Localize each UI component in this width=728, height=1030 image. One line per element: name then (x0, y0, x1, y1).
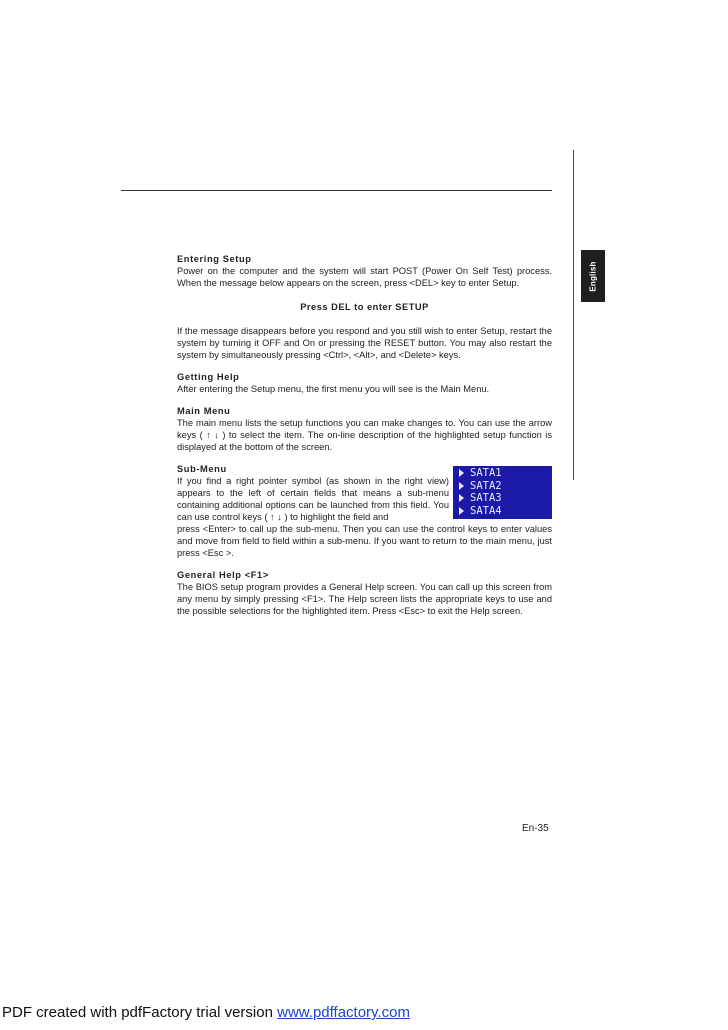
sub-menu-heading: Sub-Menu (177, 464, 227, 474)
sub-menu-text-1: If you find a right pointer symbol (as shown in the right view) appears to the left of certain fields that means a sub-menu containing additional options can be launched from this field. You can use control keys ( ↑ ↓ ) to highlight the field and (177, 476, 449, 522)
getting-help-text: After entering the Setup menu, the first menu you will see is the Main Menu. (177, 384, 490, 394)
getting-help-heading: Getting Help (177, 372, 240, 382)
right-pointer-icon (459, 469, 464, 477)
sata-item (453, 480, 552, 492)
section-general-help (177, 569, 552, 617)
main-menu-text: The main menu lists the setup functions you can make changes to. You can use the arrow keys ( ↑ ↓ ) to select the item. The on-line description of the highlighted setup function is displayed at the bottom of the screen. (177, 418, 552, 452)
general-help-heading: General Help <F1> (177, 570, 269, 580)
entering-setup-paragraph-2: If the message disappears before you respond and you still wish to enter Setup, restart the system by turning it OFF and On or pressing the RESET button. You may also restart the system by simultaneously pressing <Ctrl>, <Alt>, and <Delete> keys. (177, 326, 552, 360)
main-menu-heading: Main Menu (177, 406, 231, 416)
language-tab-label: English (588, 260, 598, 292)
section-getting-help (177, 371, 552, 395)
sata-submenu-example (453, 466, 552, 519)
sata-item (453, 492, 552, 504)
page-content (177, 253, 552, 627)
sub-menu-text-2: press <Enter> to call up the sub-menu. Then you can use the control keys to enter values and move from field to field within a sub-menu. If you want to return to the main menu, just press <Esc >. (177, 524, 552, 558)
language-tab (581, 250, 605, 302)
sata-item-label: SATA4 (470, 505, 502, 518)
footer-link[interactable]: www.pdffactory.com (277, 1004, 410, 1021)
sata-item-label: SATA2 (470, 479, 502, 492)
section-main-menu (177, 405, 552, 453)
post-message: Press DEL to enter SETUP (300, 302, 429, 312)
right-pointer-icon (459, 482, 464, 490)
sata-item (453, 467, 552, 479)
right-pointer-icon (459, 494, 464, 502)
section-entering-setup (177, 253, 552, 361)
right-pointer-icon (459, 507, 464, 515)
entering-setup-heading: Entering Setup (177, 254, 252, 264)
entering-setup-paragraph-1: Power on the computer and the system will start POST (Power On Self Test) process. When the message below appears on the screen, press <DEL> key to enter Setup. (177, 266, 552, 288)
side-rule (573, 150, 574, 480)
sata-item (453, 505, 552, 517)
sata-item-label: SATA3 (470, 492, 502, 505)
pdf-footer (2, 1004, 410, 1021)
page-number: En-35 (522, 823, 549, 834)
sata-item-label: SATA1 (470, 466, 502, 479)
footer-text: PDF created with pdfFactory trial version (2, 1004, 278, 1021)
header-rule (121, 190, 552, 191)
general-help-text: The BIOS setup program provides a General Help screen. You can call up this screen from any menu by simply pressing <F1>. The Help screen lists the appropriate keys to use and the possible selections for the highlighted item. Press <Esc> to exit the Help screen. (177, 582, 552, 616)
